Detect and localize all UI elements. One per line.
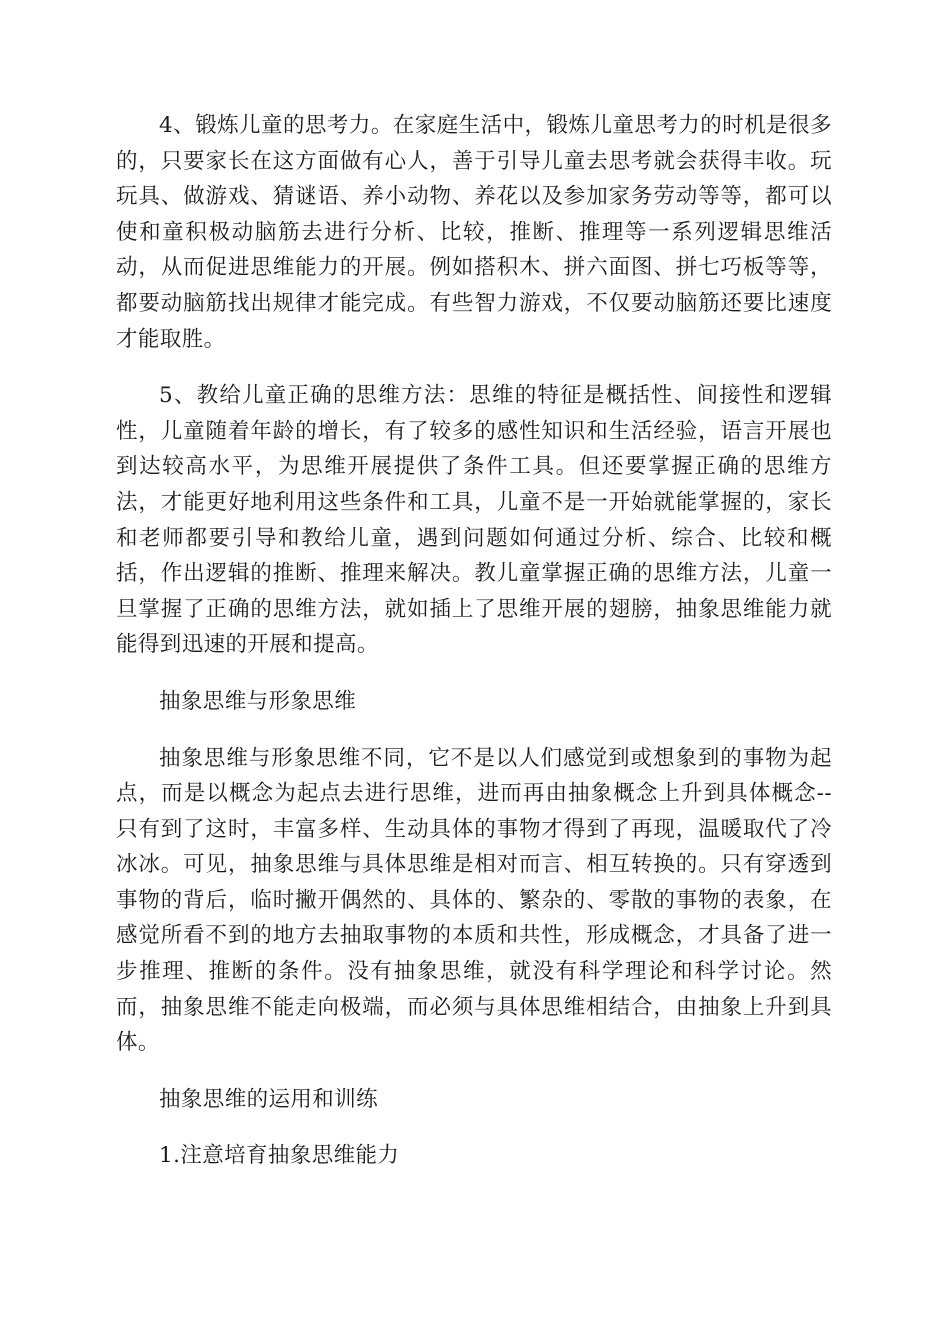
paragraph-thinking-ability: 4、锻炼儿童的思考力。在家庭生活中，锻炼儿童思考力的时机是很多的，只要家长在这方面做有心人，善于引导儿童去思考就会获得丰收。玩玩具、做游戏、猜谜语、养小动物、养花以及参加家务劳动等等，都可以使和童积极动脑筋去进行分析、比较，推断、推理等一系列逻辑思维活动，从而促进思维能力的开展。例如搭积木、拼六面图、拼七巧板等等，都要动脑筋找出规律才能完成。有些智力游戏，不仅要动脑筋还要比速度才能取胜。: [116, 113, 832, 352]
document-page: [116, 108, 832, 1195]
paragraph-thinking-methods: 5、教给儿童正确的思维方法：思维的特征是概括性、间接性和逻辑性，儿童随着年龄的增长，有了较多的感性知识和生活经验，语言开展也到达较高水平，为思维开展提供了条件工具。但还要掌握正确的思维方法，才能更好地利用这些条件和工具，儿童不是一开始就能掌握的，家长和老师都要引导和教给儿童，遇到问题如何通过分析、综合、比较和概括，作出逻辑的推断、推理来解决。教儿童掌握正确的思维方法，儿童一旦掌握了正确的思维方法，就如插上了思维开展的翅膀，抽象思维能力就能得到迅速的开展和提高。: [116, 383, 832, 658]
section-heading-abstract-vs-image: 抽象思维与形象思维: [159, 688, 357, 714]
paragraph-abstract-thinking: 抽象思维与形象思维不同，它不是以人们感觉到或想象到的事物为起点，而是以概念为起点去进行思维，进而再由抽象概念上升到具体概念--只有到了这时，丰富多样、生动具体的事物才得到了再现，温暖取代了冷冰冰。可见，抽象思维与具体思维是相对而言、相互转换的。只有穿透到事物的背后，临时撇开偶然的、具体的、繁杂的、零散的事物的表象，在感觉所看不到的地方去抽取事物的本质和共性，形成概念，才具备了进一步推理、推断的条件。没有抽象思维，就没有科学理论和科学讨论。然而，抽象思维不能走向极端，而必须与具体思维相结合，由抽象上升到具体。: [116, 745, 832, 1056]
subheading-cultivate-ability: 1.注意培育抽象思维能力: [159, 1143, 400, 1169]
section-heading-training: 抽象思维的运用和训练: [159, 1086, 379, 1112]
